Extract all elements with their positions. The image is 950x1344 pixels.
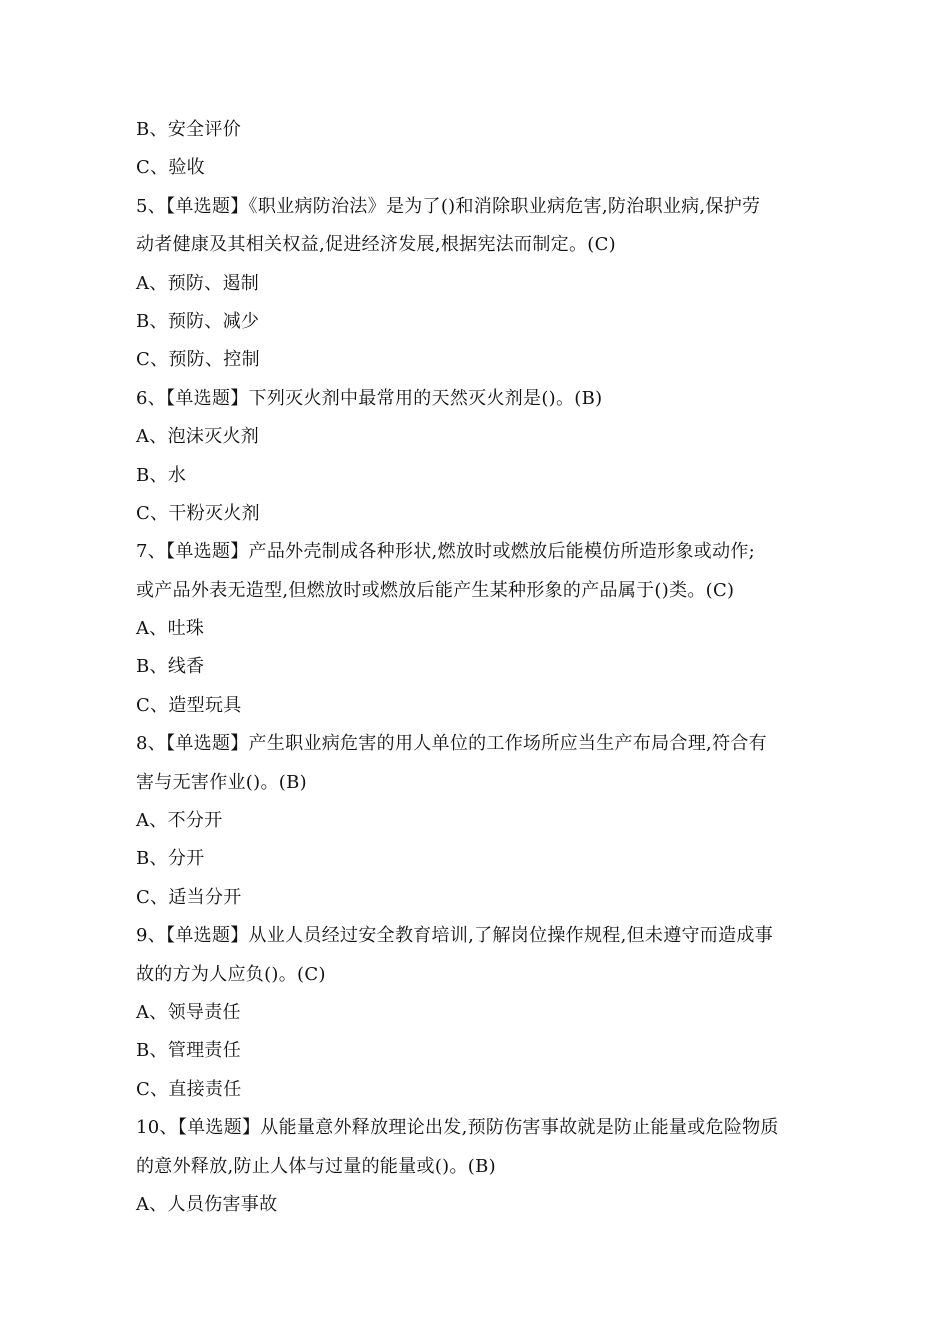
question — [136, 919, 836, 991]
question — [136, 1111, 836, 1183]
option-line: A、不分开 — [136, 810, 223, 832]
question-text-line: 8、【单选题】产生职业病危害的用人单位的工作场所应当生产布局合理,符合有 — [136, 733, 767, 755]
question — [136, 382, 836, 416]
question-text-line: 动者健康及其相关权益,促进经济发展,根据宪法而制定。(C) — [136, 234, 616, 256]
question-text-line: 6、【单选题】下列灭火剂中最常用的天然灭火剂是()。(B) — [136, 387, 603, 409]
question-text-line: 害与无害作业()。(B) — [136, 771, 307, 793]
option-line: C、直接责任 — [136, 1078, 242, 1100]
question-text-line: 7、【单选题】产品外壳制成各种形状,燃放时或燃放后能模仿所造形象或动作; — [136, 541, 756, 563]
question-text-line: 9、【单选题】从业人员经过安全教育培训,了解岗位操作规程,但未遵守而造成事 — [136, 925, 773, 947]
option-line: B、线香 — [136, 656, 205, 678]
question-text-line: 10、【单选题】从能量意外释放理论出发,预防伤害事故就是防止能量或危险物质 — [136, 1117, 779, 1139]
option-line: B、水 — [136, 464, 187, 486]
option-line: B、安全评价 — [136, 119, 242, 140]
option-line: A、领导责任 — [136, 1001, 241, 1023]
option-line: C、干粉灭火剂 — [136, 502, 260, 524]
question-text-line: 的意外释放,防止人体与过量的能量或()。(B) — [136, 1155, 496, 1177]
question-text-line: 故的方为人应负()。(C) — [136, 963, 326, 985]
option-line: B、管理责任 — [136, 1040, 242, 1062]
question — [136, 727, 836, 799]
option-line: C、预防、控制 — [136, 349, 260, 371]
question-text-line: 5、【单选题】《职业病防治法》是为了()和消除职业病危害,防治职业病,保护劳 — [136, 195, 761, 217]
option-line: A、人员伤害事故 — [136, 1193, 278, 1215]
question-text-line: 或产品外表无造型,但燃放时或燃放后能产生某种形象的产品属于()类。(C) — [136, 579, 735, 601]
option-line: B、分开 — [136, 848, 205, 870]
document-page — [136, 113, 836, 1226]
option-line: C、验收 — [136, 157, 205, 179]
question — [136, 190, 836, 262]
question — [136, 535, 836, 607]
option-line: C、造型玩具 — [136, 694, 242, 716]
option-line: B、预防、减少 — [136, 310, 260, 332]
option-line: A、吐珠 — [136, 618, 205, 640]
option-line: A、预防、遏制 — [136, 272, 260, 294]
option-line: A、泡沫灭火剂 — [136, 426, 260, 448]
option-line: C、适当分开 — [136, 886, 242, 908]
